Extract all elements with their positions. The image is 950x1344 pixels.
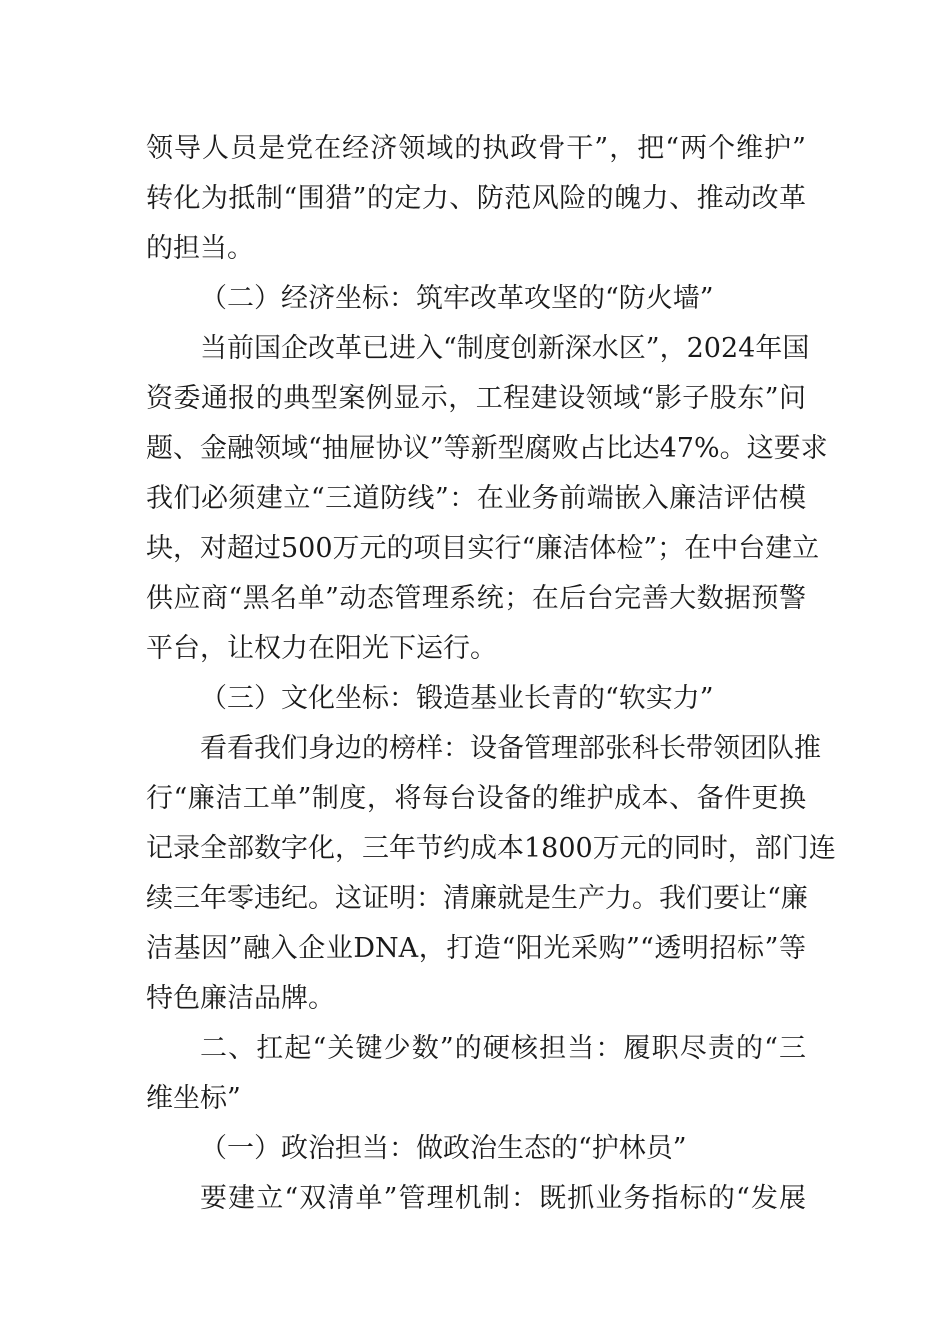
body-text-line: 题、金融领域“抽屉协议”等新型腐败占比达47%。这要求 (146, 433, 828, 464)
body-text-line: 块，对超过500万元的项目实行“廉洁体检”；在中台建立 (146, 533, 820, 564)
section-heading-culture: （三）文化坐标：锻造基业长青的“软实力” (200, 683, 714, 714)
body-text-line: 供应商“黑名单”动态管理系统；在后台完善大数据预警 (146, 583, 806, 614)
body-text-line: 领导人员是党在经济领域的执政骨干”，把“两个维护” (146, 133, 806, 164)
body-text-line: 看看我们身边的榜样：设备管理部张科长带领团队推 (200, 733, 821, 764)
body-text-line: 当前国企改革已进入“制度创新深水区”，2024年国 (200, 333, 810, 364)
body-text-line: 平台，让权力在阳光下运行。 (146, 633, 497, 664)
body-text-line: 转化为抵制“围猎”的定力、防范风险的魄力、推动改革 (146, 183, 806, 214)
body-text-line: 续三年零违纪。这证明：清廉就是生产力。我们要让“廉 (146, 883, 808, 914)
body-text-line: 的担当。 (146, 233, 254, 264)
body-text-line: 特色廉洁品牌。 (146, 983, 335, 1014)
body-text-line: 记录全部数字化，三年节约成本1800万元的同时，部门连 (146, 833, 836, 864)
body-text-line: 我们必须建立“三道防线”：在业务前端嵌入廉洁评估模 (146, 483, 806, 514)
section-heading-economic: （二）经济坐标：筑牢改革攻坚的“防火墙” (200, 283, 714, 314)
body-text-line: 行“廉洁工单”制度，将每台设备的维护成本、备件更换 (146, 783, 806, 814)
section-heading-political: （一）政治担当：做政治生态的“护林员” (200, 1133, 687, 1164)
body-text-line: 资委通报的典型案例显示，工程建设领域“影子股东”问 (146, 383, 806, 414)
body-text-line: 洁基因”融入企业DNA，打造“阳光采购”“透明招标”等 (146, 933, 806, 964)
body-text-line: 要建立“双清单”管理机制：既抓业务指标的“发展 (200, 1183, 806, 1214)
chapter-heading-two-cont: 维坐标” (146, 1083, 241, 1114)
chapter-heading-two: 二、扛起“关键少数”的硬核担当：履职尽责的“三 (200, 1033, 806, 1064)
